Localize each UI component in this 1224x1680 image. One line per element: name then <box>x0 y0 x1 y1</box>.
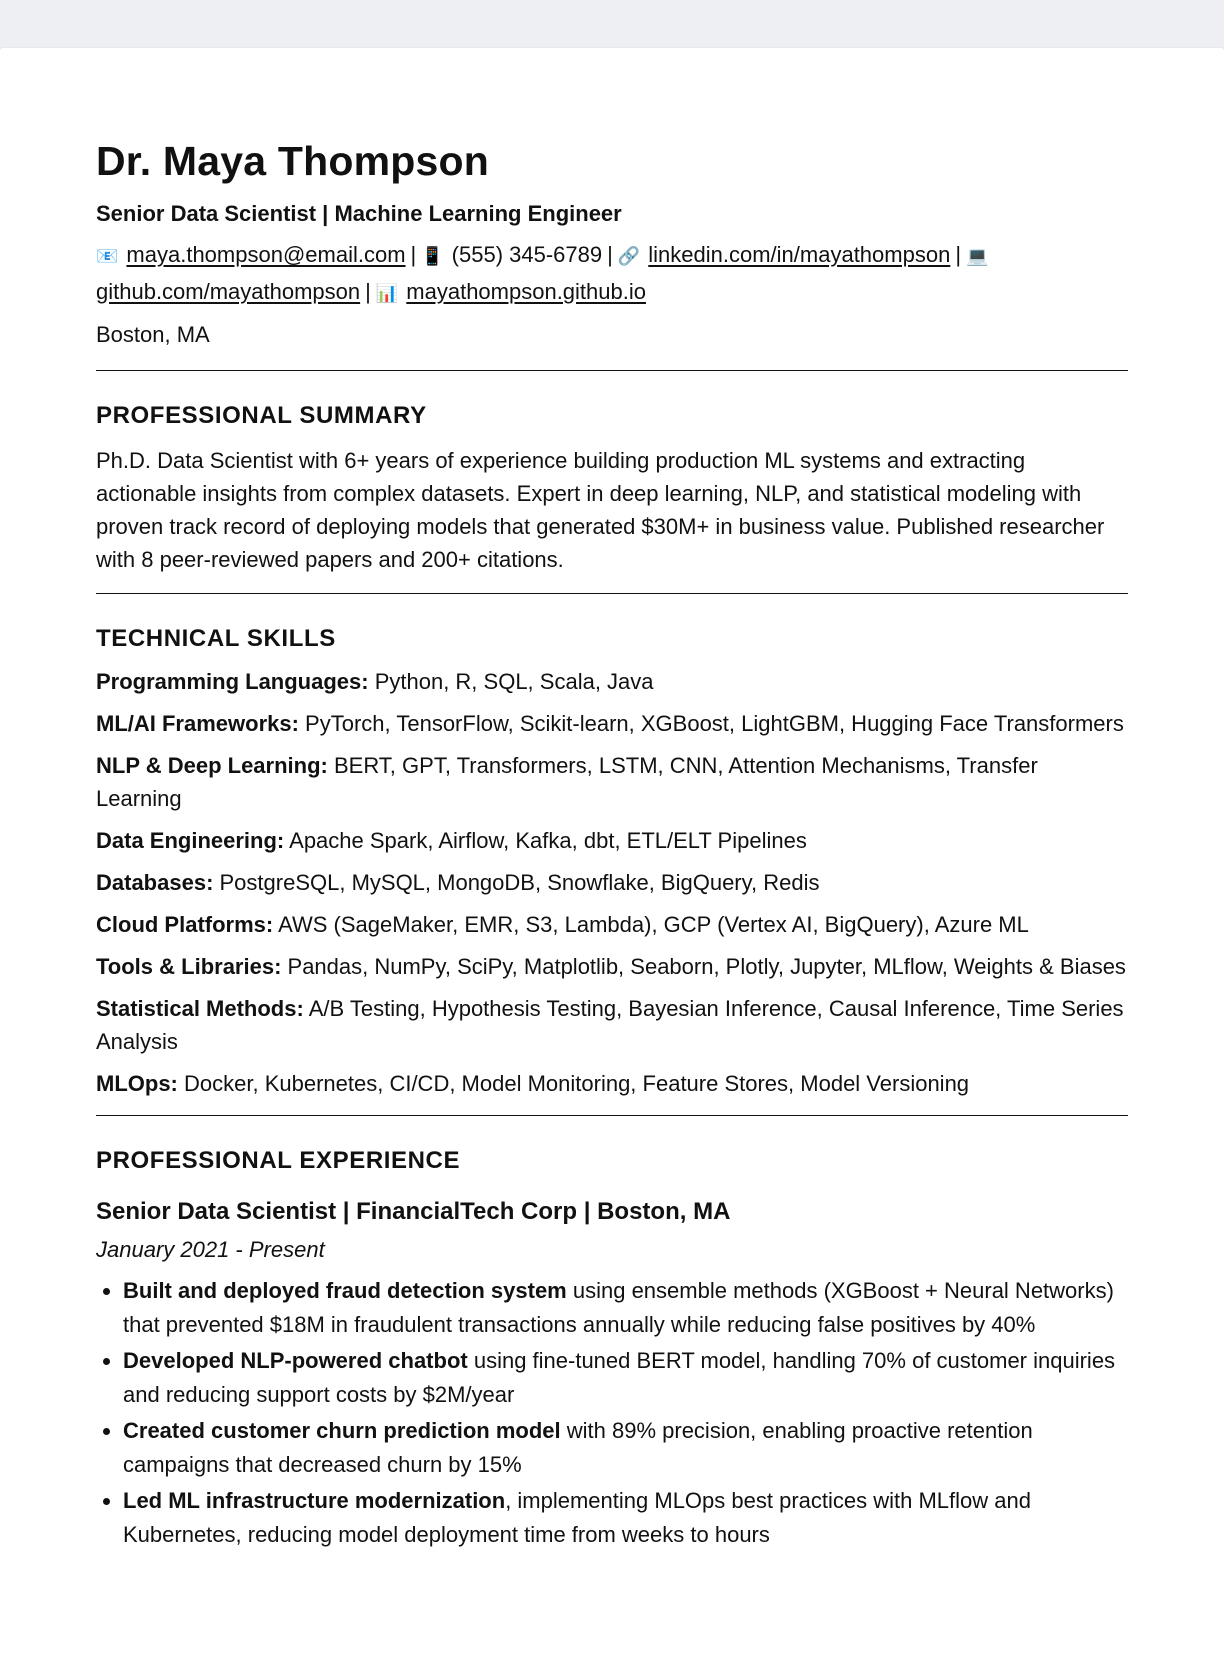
experience-heading: PROFESSIONAL EXPERIENCE <box>96 1147 461 1174</box>
contact-separator: | <box>607 242 613 267</box>
skill-value: BERT, GPT, Transformers, LSTM, CNN, Attention Mechanisms, Transfer Learning <box>96 753 1038 811</box>
skill-label: Statistical Methods: <box>96 996 304 1021</box>
contact-separator: | <box>410 242 417 267</box>
skill-label: MLOps: <box>96 1071 178 1096</box>
skill-value: Pandas, NumPy, SciPy, Matplotlib, Seaborn, Plotly, Jupyter, MLflow, Weights & Biases <box>281 954 1126 979</box>
bullet-highlight: Led ML infrastructure modernization <box>123 1488 506 1513</box>
skill-label: ML/AI Frameworks: <box>96 711 299 736</box>
skill-label: Data Engineering: <box>96 828 285 853</box>
skills-heading: TECHNICAL SKILLS <box>96 625 336 652</box>
skill-value: Apache Spark, Airflow, Kafka, dbt, ETL/ELT Pipelines <box>284 828 807 853</box>
skill-row <box>96 950 1128 983</box>
bullet-highlight: Built and deployed fraud detection system <box>123 1278 567 1303</box>
list-item <box>123 1414 1128 1482</box>
skill-value: Python, R, SQL, Scala, Java <box>368 669 654 694</box>
section-divider <box>96 593 1128 594</box>
summary-heading: PROFESSIONAL SUMMARY <box>96 402 427 429</box>
bullet-highlight: Developed NLP-powered chatbot <box>123 1348 468 1373</box>
skill-value: PyTorch, TensorFlow, Scikit-learn, XGBoost, LightGBM, Hugging Face Transformers <box>298 711 1124 736</box>
skill-row <box>96 749 1128 815</box>
summary-text: Ph.D. Data Scientist with 6+ years of experience building production ML systems and extracting actionable insights from complex datasets. Expert in deep learning, NLP, and statistical modeling with proven track record of deploying models that generated $30M+ in business value. Published researcher with 8 peer-reviewed papers and 200+ citations. <box>96 448 1105 572</box>
skill-label: Programming Languages: <box>96 669 369 694</box>
skill-label: Databases: <box>96 870 214 895</box>
laptop-icon: 💻 <box>966 246 989 267</box>
skill-label: Cloud Platforms: <box>96 912 274 937</box>
skill-row <box>96 866 1128 899</box>
location: Boston, MA <box>96 322 210 347</box>
email-link[interactable]: maya.thompson@email.com <box>126 242 406 267</box>
contact-line <box>96 237 1128 311</box>
contact-separator: | <box>955 242 962 267</box>
skill-row <box>96 665 1128 698</box>
candidate-subtitle: Senior Data Scientist | Machine Learning Engineer <box>96 201 622 226</box>
skill-label: Tools & Libraries: <box>96 954 282 979</box>
bullet-text: using ensemble methods (XGBoost + Neural Networks) that prevented $18M in fraudulent transactions annually while reducing false positives by 40% <box>123 1278 1114 1337</box>
link-icon: 🔗 <box>617 246 641 267</box>
list-item <box>123 1484 1128 1552</box>
candidate-name: Dr. Maya Thompson <box>96 138 489 184</box>
phone-icon: 📱 <box>421 246 444 267</box>
linkedin-link[interactable]: linkedin.com/in/mayathompson <box>648 242 951 267</box>
skill-row <box>96 908 1128 941</box>
email-icon: 📧 <box>96 246 119 267</box>
skill-value: Docker, Kubernetes, CI/CD, Model Monitoring, Feature Stores, Model Versioning <box>177 1071 970 1096</box>
list-item <box>123 1344 1128 1412</box>
section-divider <box>96 1115 1128 1116</box>
resume-content <box>96 136 1128 1554</box>
skill-row <box>96 707 1128 740</box>
website-link[interactable]: mayathompson.github.io <box>406 279 646 304</box>
phone-number: (555) 345-6789 <box>451 242 603 267</box>
bullet-text: using fine-tuned BERT model, handling 70% of customer inquiries and reducing support costs by $2M/year <box>123 1348 1116 1407</box>
skill-value: A/B Testing, Hypothesis Testing, Bayesian Inference, Causal Inference, Time Series Analysis <box>96 996 1124 1054</box>
skill-row <box>96 1067 1128 1100</box>
bar-chart-icon: 📊 <box>375 283 399 304</box>
skill-value: AWS (SageMaker, EMR, S3, Lambda), GCP (Vertex AI, BigQuery), Azure ML <box>273 912 1029 937</box>
skill-row <box>96 824 1128 857</box>
job-dates: January 2021 - Present <box>96 1237 325 1262</box>
bullet-text: with 89% precision, enabling proactive retention campaigns that decreased churn by 15% <box>123 1418 1033 1477</box>
contact-separator: | <box>365 279 371 304</box>
github-link[interactable]: github.com/mayathompson <box>96 279 361 304</box>
skill-row <box>96 992 1128 1058</box>
skills-list <box>96 665 1128 1100</box>
job-entry <box>96 1196 1128 1552</box>
job-bullets <box>96 1274 1128 1552</box>
bullet-text: , implementing MLOps best practices with MLflow and Kubernetes, reducing model deployment time from weeks to hours <box>123 1488 1031 1547</box>
section-divider <box>96 370 1128 371</box>
skill-value: PostgreSQL, MySQL, MongoDB, Snowflake, BigQuery, Redis <box>213 870 820 895</box>
skill-label: NLP & Deep Learning: <box>96 753 328 778</box>
job-title: Senior Data Scientist | FinancialTech Corp | Boston, MA <box>96 1198 731 1225</box>
resume-page <box>0 48 1224 1680</box>
list-item <box>123 1274 1128 1342</box>
bullet-highlight: Created customer churn prediction model <box>123 1418 561 1443</box>
